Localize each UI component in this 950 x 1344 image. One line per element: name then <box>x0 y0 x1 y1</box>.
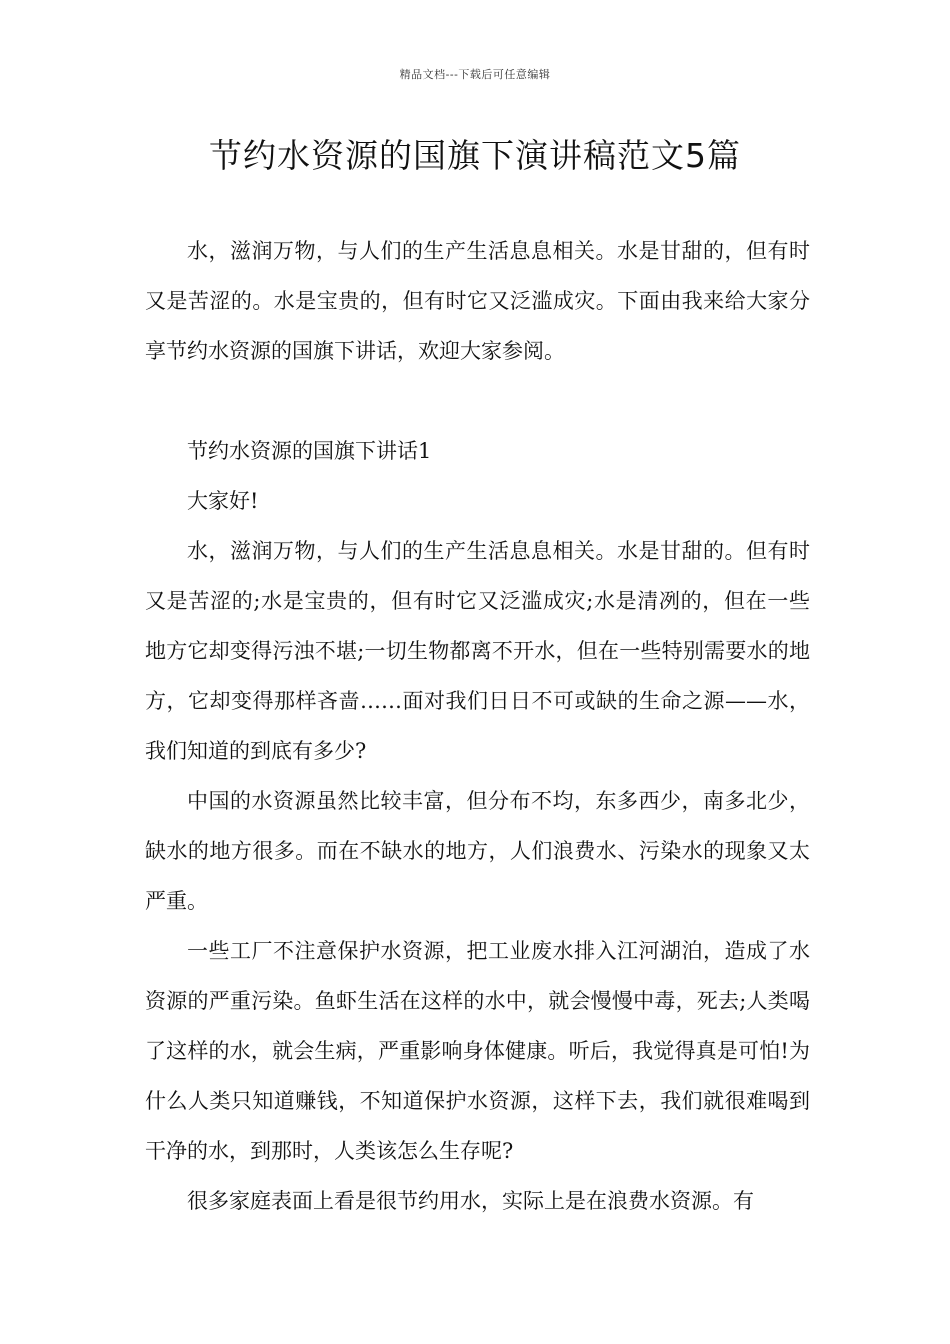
speech-block <box>145 426 810 1226</box>
document-title: 节约水资源的国旗下演讲稿范文5篇 <box>209 136 741 175</box>
body-paragraph-1: 水，滋润万物，与人们的生产生活息息相关。水是甘甜的。但有时又是苦涩的;水是宝贵的，但有时它又泛滥成灾;水是清冽的，但在一些地方它却变得污浊不堪;一切生物都离不开水，但在一些特别需要水的地方，它却变得那样吝啬……面对我们日日不可或缺的生命之源——水，我们知道的到底有多少? <box>145 539 810 763</box>
intro-paragraph: 水，滋润万物，与人们的生产生活息息相关。水是甘甜的，但有时又是苦涩的。水是宝贵的，但有时它又泛滥成灾。下面由我来给大家分享节约水资源的国旗下讲话，欢迎大家参阅。 <box>145 239 810 363</box>
body-paragraph-4: 很多家庭表面上看是很节约用水，实际上是在浪费水资源。有 <box>187 1189 754 1213</box>
intro-block <box>145 226 810 376</box>
section-heading: 节约水资源的国旗下讲话1 <box>187 439 432 463</box>
header-note: 精品文档---下载后可任意编辑 <box>399 68 551 81</box>
greeting: 大家好! <box>187 489 259 513</box>
body-paragraph-2: 中国的水资源虽然比较丰富，但分布不均，东多西少，南多北少，缺水的地方很多。而在不缺水的地方，人们浪费水、污染水的现象又太严重。 <box>145 789 810 913</box>
body-paragraph-3: 一些工厂不注意保护水资源，把工业废水排入江河湖泊，造成了水资源的严重污染。鱼虾生活在这样的水中，就会慢慢中毒，死去;人类喝了这样的水，就会生病，严重影响身体健康。听后，我觉得真是可怕!为什么人类只知道赚钱，不知道保护水资源，这样下去，我们就很难喝到干净的水，到那时，人类该怎么生存呢? <box>145 939 810 1163</box>
